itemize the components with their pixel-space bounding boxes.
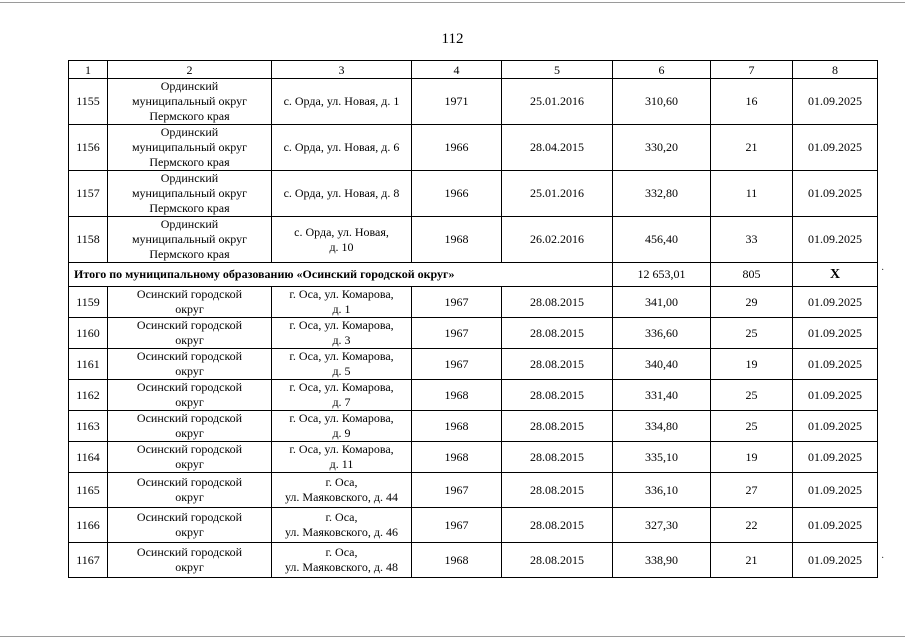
municipality-cell: [108, 543, 272, 578]
date-cell: 28.08.2015: [502, 349, 613, 380]
cell-line: муниципальный округ: [131, 140, 248, 154]
cell-line: Осинский городской: [136, 442, 243, 456]
column-number: 5: [502, 61, 613, 79]
cell-line: с. Орда, ул. Новая, д. 8: [283, 186, 400, 200]
address-cell: [272, 171, 412, 217]
column-number: 7: [711, 61, 793, 79]
count-cell: 19: [711, 349, 793, 380]
cell-line: Пермского края: [149, 201, 230, 215]
address-cell: [272, 287, 412, 318]
deadline-cell: 01.09.2025: [793, 543, 878, 578]
total-mark: X: [793, 263, 878, 287]
deadline-cell: 01.09.2025: [793, 380, 878, 411]
margin-mark: ·: [881, 553, 885, 564]
year-cell: 1968: [412, 380, 502, 411]
date-cell: 25.01.2016: [502, 171, 613, 217]
cell-line: Осинский городской: [136, 411, 243, 425]
bottom-scan-edge: [0, 636, 905, 637]
year-cell: 1971: [412, 79, 502, 125]
cell-line: г. Оса, ул. Комарова,: [289, 287, 394, 301]
top-scan-edge: [0, 2, 905, 3]
deadline-cell: 01.09.2025: [793, 349, 878, 380]
area-cell: 336,10: [613, 473, 711, 508]
count-cell: 25: [711, 380, 793, 411]
cell-line: с. Орда, ул. Новая, д. 1: [283, 94, 400, 108]
deadline-cell: 01.09.2025: [793, 473, 878, 508]
cell-line: округ: [175, 333, 204, 347]
date-cell: 28.08.2015: [502, 411, 613, 442]
year-cell: 1967: [412, 287, 502, 318]
area-cell: 341,00: [613, 287, 711, 318]
cell-line: ул. Маяковского, д. 44: [284, 490, 399, 504]
area-cell: 336,60: [613, 318, 711, 349]
column-number-row: [69, 61, 878, 79]
deadline-cell: 01.09.2025: [793, 411, 878, 442]
year-cell: 1967: [412, 473, 502, 508]
table-row: [69, 318, 878, 349]
cell-line: округ: [175, 395, 204, 409]
row-number: 1157: [69, 171, 108, 217]
count-cell: 25: [711, 411, 793, 442]
column-number: 6: [613, 61, 711, 79]
municipality-cell: [108, 380, 272, 411]
cell-line: г. Оса, ул. Комарова,: [289, 349, 394, 363]
cell-line: Пермского края: [149, 247, 230, 261]
table-row: [69, 380, 878, 411]
area-cell: 335,10: [613, 442, 711, 473]
date-cell: 28.08.2015: [502, 287, 613, 318]
count-cell: 29: [711, 287, 793, 318]
cell-line: с. Орда, ул. Новая, д. 6: [283, 140, 400, 154]
cell-line: Ординский: [160, 217, 219, 231]
row-number: 1156: [69, 125, 108, 171]
address-cell: [272, 411, 412, 442]
area-cell: 456,40: [613, 217, 711, 263]
cell-line: д. 7: [332, 395, 351, 409]
cell-line: ул. Маяковского, д. 48: [284, 560, 399, 574]
date-cell: 28.08.2015: [502, 380, 613, 411]
area-cell: 330,20: [613, 125, 711, 171]
table-row: [69, 349, 878, 380]
total-count: 805: [711, 263, 793, 287]
year-cell: 1967: [412, 349, 502, 380]
address-cell: [272, 543, 412, 578]
cell-line: г. Оса, ул. Комарова,: [289, 411, 394, 425]
total-label: Итого по муниципальному образованию «Осинский городской округ»: [69, 263, 613, 287]
table-row: [69, 411, 878, 442]
address-cell: [272, 125, 412, 171]
year-cell: 1968: [412, 543, 502, 578]
row-number: 1163: [69, 411, 108, 442]
municipality-cell: [108, 473, 272, 508]
cell-line: г. Оса,: [325, 510, 358, 524]
count-cell: 11: [711, 171, 793, 217]
municipality-cell: [108, 508, 272, 543]
cell-line: г. Оса, ул. Комарова,: [289, 442, 394, 456]
row-number: 1158: [69, 217, 108, 263]
row-number: 1166: [69, 508, 108, 543]
area-cell: 331,40: [613, 380, 711, 411]
count-cell: 33: [711, 217, 793, 263]
table-row: [69, 125, 878, 171]
deadline-cell: 01.09.2025: [793, 125, 878, 171]
cell-line: д. 1: [332, 302, 351, 316]
page-number: 112: [441, 31, 464, 47]
municipality-cell: [108, 442, 272, 473]
cell-line: с. Орда, ул. Новая,: [294, 224, 389, 239]
cell-line: Осинский городской: [136, 349, 243, 363]
cell-line: округ: [175, 525, 204, 539]
cell-line: муниципальный округ: [131, 94, 248, 108]
year-cell: 1967: [412, 318, 502, 349]
table-row: [69, 79, 878, 125]
address-cell: [272, 473, 412, 508]
row-number: 1165: [69, 473, 108, 508]
table-row: [69, 442, 878, 473]
table-row: [69, 171, 878, 217]
cell-line: Ординский: [160, 79, 219, 93]
area-cell: 338,90: [613, 543, 711, 578]
count-cell: 19: [711, 442, 793, 473]
cell-line: Пермского края: [149, 155, 230, 169]
date-cell: 28.08.2015: [502, 442, 613, 473]
deadline-cell: 01.09.2025: [793, 508, 878, 543]
address-cell: [272, 349, 412, 380]
cell-line: г. Оса, ул. Комарова,: [289, 318, 394, 332]
cell-line: г. Оса,: [325, 475, 358, 489]
year-cell: 1966: [412, 125, 502, 171]
cell-line: округ: [175, 302, 204, 316]
date-cell: 28.08.2015: [502, 318, 613, 349]
cell-line: Осинский городской: [136, 318, 243, 332]
deadline-cell: 01.09.2025: [793, 287, 878, 318]
cell-line: округ: [175, 364, 204, 378]
row-number: 1161: [69, 349, 108, 380]
address-cell: [272, 442, 412, 473]
address-cell: [272, 217, 412, 263]
column-number: 4: [412, 61, 502, 79]
municipality-cell: [108, 79, 272, 125]
cell-line: округ: [175, 457, 204, 471]
date-cell: 28.08.2015: [502, 473, 613, 508]
year-cell: 1968: [412, 442, 502, 473]
column-number: 1: [69, 61, 108, 79]
cell-line: г. Оса,: [325, 545, 358, 559]
data-table: [68, 60, 878, 578]
area-cell: 340,40: [613, 349, 711, 380]
row-number: 1155: [69, 79, 108, 125]
municipality-cell: [108, 125, 272, 171]
address-cell: [272, 508, 412, 543]
municipality-cell: [108, 349, 272, 380]
row-number: 1164: [69, 442, 108, 473]
area-cell: 332,80: [613, 171, 711, 217]
cell-line: д. 11: [329, 457, 354, 471]
cell-line: д. 3: [332, 333, 351, 347]
cell-line: округ: [175, 490, 204, 504]
cell-line: муниципальный округ: [131, 232, 248, 246]
table-row: [69, 217, 878, 263]
table-row: [69, 508, 878, 543]
date-cell: 25.01.2016: [502, 79, 613, 125]
date-cell: 28.04.2015: [502, 125, 613, 171]
cell-line: округ: [175, 560, 204, 574]
deadline-cell: 01.09.2025: [793, 442, 878, 473]
cell-line: ул. Маяковского, д. 46: [284, 525, 399, 539]
row-number: 1159: [69, 287, 108, 318]
address-cell: [272, 318, 412, 349]
deadline-cell: 01.09.2025: [793, 318, 878, 349]
municipality-cell: [108, 411, 272, 442]
deadline-cell: 01.09.2025: [793, 171, 878, 217]
municipality-cell: [108, 318, 272, 349]
table-row: [69, 287, 878, 318]
cell-line: Ординский: [160, 171, 219, 185]
row-number: 1167: [69, 543, 108, 578]
cell-line: Пермского края: [149, 109, 230, 123]
cell-line: д. 10: [329, 239, 354, 254]
count-cell: 27: [711, 473, 793, 508]
table-row: [69, 543, 878, 578]
cell-line: муниципальный округ: [131, 186, 248, 200]
margin-mark: ·: [881, 265, 885, 276]
date-cell: 26.02.2016: [502, 217, 613, 263]
cell-line: Осинский городской: [136, 510, 243, 524]
cell-line: Осинский городской: [136, 545, 243, 559]
cell-line: д. 5: [332, 364, 351, 378]
table-row: [69, 473, 878, 508]
count-cell: 25: [711, 318, 793, 349]
cell-line: г. Оса, ул. Комарова,: [289, 380, 394, 394]
municipality-total-row: [69, 263, 878, 287]
row-number: 1160: [69, 318, 108, 349]
address-cell: [272, 79, 412, 125]
total-area: 12 653,01: [613, 263, 711, 287]
cell-line: Осинский городской: [136, 475, 243, 489]
date-cell: 28.08.2015: [502, 543, 613, 578]
cell-line: Осинский городской: [136, 287, 243, 301]
column-number: 3: [272, 61, 412, 79]
cell-line: округ: [175, 426, 204, 440]
deadline-cell: 01.09.2025: [793, 79, 878, 125]
deadline-cell: 01.09.2025: [793, 217, 878, 263]
municipality-cell: [108, 287, 272, 318]
year-cell: 1968: [412, 411, 502, 442]
count-cell: 21: [711, 125, 793, 171]
count-cell: 22: [711, 508, 793, 543]
cell-line: Осинский городской: [136, 380, 243, 394]
cell-line: Ординский: [160, 125, 219, 139]
row-number: 1162: [69, 380, 108, 411]
column-number: 8: [793, 61, 878, 79]
year-cell: 1967: [412, 508, 502, 543]
year-cell: 1966: [412, 171, 502, 217]
area-cell: 327,30: [613, 508, 711, 543]
municipality-cell: [108, 217, 272, 263]
area-cell: 334,80: [613, 411, 711, 442]
count-cell: 16: [711, 79, 793, 125]
municipality-cell: [108, 171, 272, 217]
address-cell: [272, 380, 412, 411]
year-cell: 1968: [412, 217, 502, 263]
column-number: 2: [108, 61, 272, 79]
cell-line: д. 9: [332, 426, 351, 440]
date-cell: 28.08.2015: [502, 508, 613, 543]
area-cell: 310,60: [613, 79, 711, 125]
count-cell: 21: [711, 543, 793, 578]
